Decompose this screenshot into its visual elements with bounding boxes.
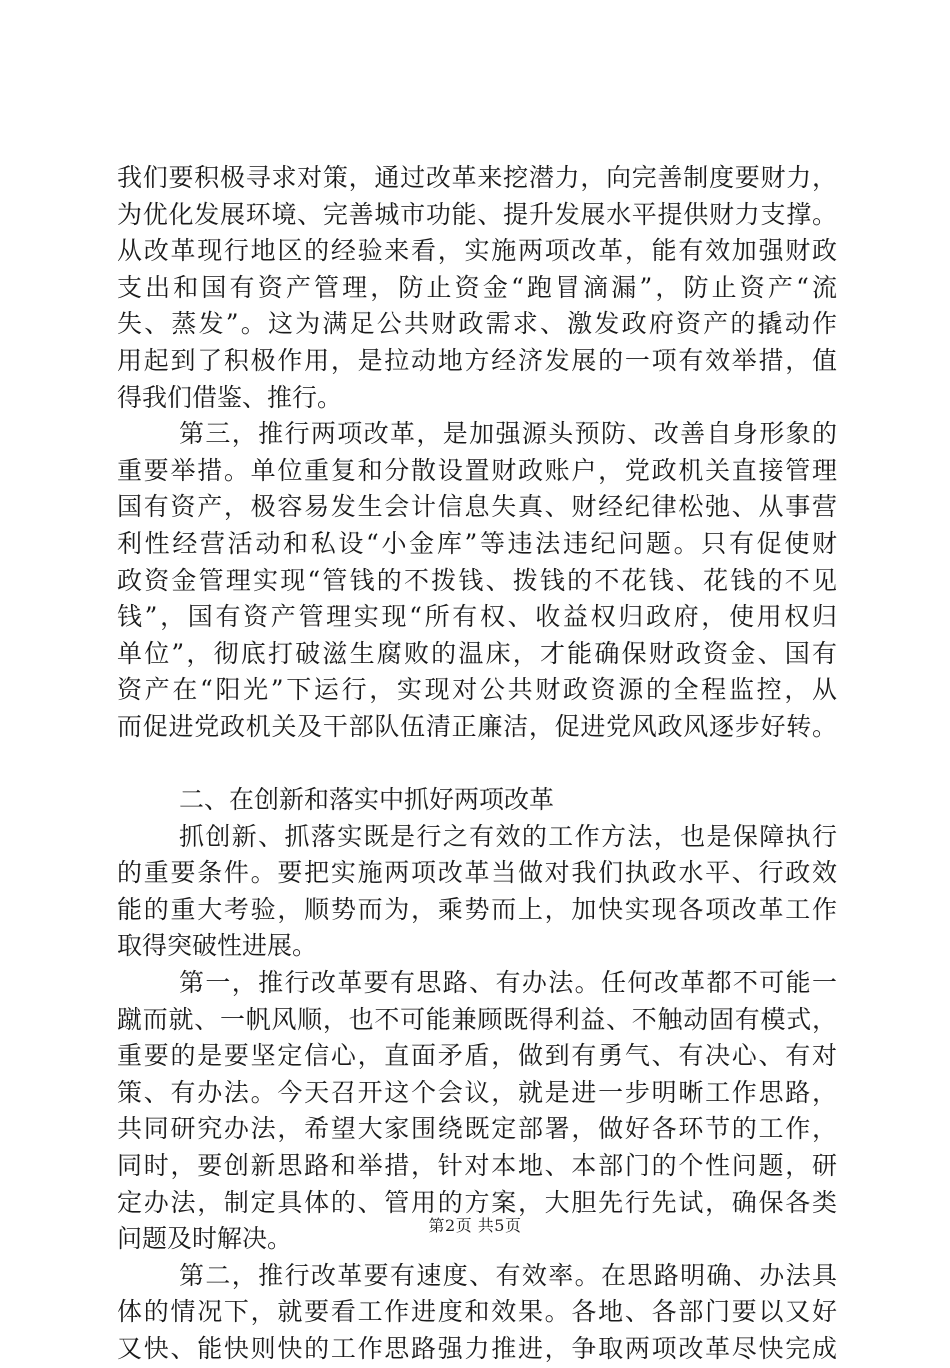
text-line: 共同研究办法，希望大家围绕既定部署，做好各环节的工作， (117, 1114, 837, 1144)
text-line: 的重要条件。要把实施两项改革当做对我们执政水平、行政效 (117, 858, 837, 888)
text-line: 重要举措。单位重复和分散设置财政账户，党政机关直接管理 (117, 455, 837, 485)
text-line: 政资金管理实现“管钱的不拨钱、拨钱的不花钱、花钱的不见 (117, 565, 837, 595)
document-body (117, 160, 837, 1368)
text-line: 问题及时解决。 (117, 1224, 293, 1254)
text-line: 利性经营活动和私设“小金库”等违法违纪问题。只有促使财 (117, 528, 837, 558)
section-heading: 二、在创新和落实中抓好两项改革 (179, 785, 555, 815)
text-line: 重要的是要坚定信心，直面矛盾，做到有勇气、有决心、有对 (117, 1041, 837, 1071)
text-line: 定办法，制定具体的、管用的方案，大胆先行先试，确保各类 (117, 1187, 837, 1217)
text-line: 得我们借鉴、推行。 (117, 382, 343, 412)
text-line: 单位”，彻底打破滋生腐败的温床，才能确保财政资金、国有 (117, 638, 837, 668)
paragraph-start-line: 第一，推行改革要有思路、有办法。任何改革都不可能一 (179, 968, 837, 998)
text-line: 而促进党政机关及干部队伍清正廉洁，促进党风政风逐步好转。 (117, 711, 837, 741)
blank-line (117, 746, 837, 783)
text-line: 又快、能快则快的工作思路强力推进，争取两项改革尽快完成 (117, 1334, 837, 1363)
text-line: 同时，要创新思路和举措，针对本地、本部门的个性问题，研 (117, 1151, 837, 1181)
text-line: 能的重大考验，顺势而为，乘势而上，加快实现各项改革工作 (117, 894, 837, 924)
paragraph-start-line: 第二，推行改革要有速度、有效率。在思路明确、办法具 (179, 1260, 837, 1290)
text-line: 失、蒸发”。这为满足公共财政需求、激发政府资产的撬动作 (117, 309, 837, 339)
text-line: 从改革现行地区的经验来看，实施两项改革，能有效加强财政 (117, 236, 837, 266)
page-number-footer: 第2页 共5页 (428, 1216, 522, 1235)
text-line: 钱”，国有资产管理实现“所有权、收益权归政府，使用权归 (117, 602, 837, 632)
paragraph-start-line: 第三，推行两项改革，是加强源头预防、改善自身形象的 (179, 419, 837, 449)
text-line: 资产在“阳光”下运行，实现对公共财政资源的全程监控，从 (117, 675, 837, 705)
text-line: 策、有办法。今天召开这个会议，就是进一步明晰工作思路， (117, 1077, 837, 1107)
text-line: 为优化发展环境、完善城市功能、提升发展水平提供财力支撑。 (117, 199, 837, 229)
text-line: 我们要积极寻求对策，通过改革来挖潜力，向完善制度要财力， (117, 163, 837, 192)
text-line: 体的情况下，就要看工作进度和效果。各地、各部门要以又好 (117, 1297, 837, 1327)
text-line: 取得突破性进展。 (117, 931, 318, 961)
text-line: 国有资产，极容易发生会计信息失真、财经纪律松弛、从事营 (117, 492, 837, 522)
text-line: 用起到了积极作用，是拉动地方经济发展的一项有效举措，值 (117, 345, 837, 375)
text-line: 支出和国有资产管理，防止资金“跑冒滴漏”，防止资产“流 (117, 272, 837, 302)
text-line: 蹴而就、一帆风顺，也不可能兼顾既得利益、不触动固有模式， (117, 1004, 837, 1034)
paragraph-start-line: 抓创新、抓落实既是行之有效的工作方法，也是保障执行 (179, 821, 837, 851)
